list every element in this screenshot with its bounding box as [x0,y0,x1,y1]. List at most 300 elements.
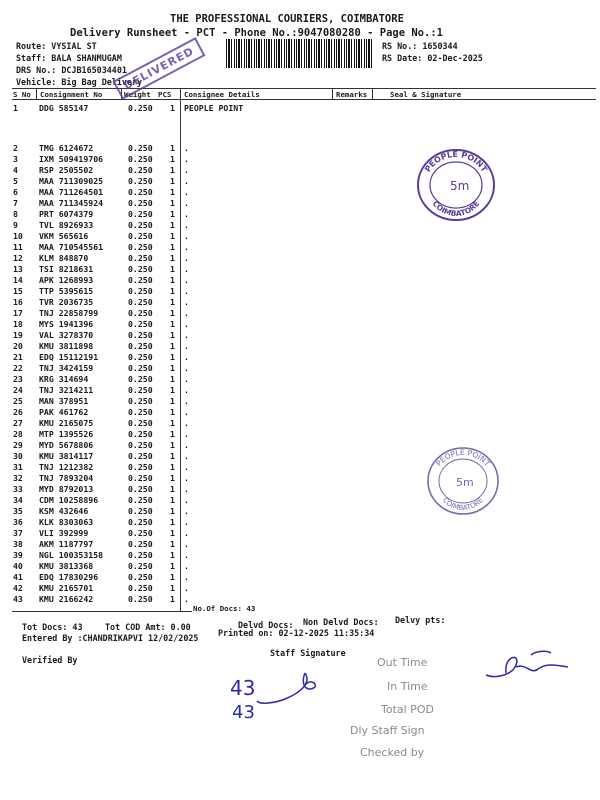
row-pcs: 1 [170,165,175,175]
row-weight: 0.250 [128,319,153,329]
table-row [0,451,600,462]
non-delivered-docs: Non Delvd Docs: [303,617,379,627]
table-row [0,253,600,264]
row-consignment-no: EDQ 15112191 [39,352,99,362]
row-consignment-no: AKM 1187797 [39,539,94,549]
row-consignment-no: KSM 432646 [39,506,89,516]
row-weight: 0.250 [128,528,153,538]
row-weight: 0.250 [128,473,153,483]
col-header-consignee: Consignee Details [184,90,260,99]
table-row [0,495,600,506]
out-time-label: Out Time [377,656,428,669]
table-row [0,308,600,319]
row-consignment-no: TNJ 7893204 [39,473,94,483]
delivered-stamp: DELIVERED [113,37,206,100]
table-row [0,363,600,374]
row-weight: 0.250 [128,495,153,505]
row-sno: 23 [13,374,23,384]
printed-on: Printed on: 02-12-2025 11:35:34 [218,628,375,638]
row-sno: 24 [13,385,23,395]
total-pod-label: Total POD [381,703,434,716]
people-point-seal-top [414,146,498,224]
row-sno: 22 [13,363,23,373]
row-weight: 0.250 [128,264,153,274]
col-header-seal: Seal & Signature [390,90,462,99]
row-consignment-no: MYD 8792013 [39,484,94,494]
row-weight: 0.250 [128,253,153,263]
row-sno: 20 [13,341,23,351]
table-row [0,187,600,198]
row-consignment-no: KLM 848870 [39,253,89,263]
table-row [0,385,600,396]
row-consignment-no: IXM 509419706 [39,154,104,164]
table-bottom-border [12,611,192,612]
row-pcs: 1 [170,506,175,516]
table-row [0,462,600,473]
row-sno: 7 [13,198,18,208]
row-sno: 34 [13,495,23,505]
row-pcs: 1 [170,363,175,373]
table-row [0,231,600,242]
staff-label: Staff: BALA SHANMUGAM [16,53,122,63]
row-pcs: 1 [170,517,175,527]
row-weight: 0.250 [128,484,153,494]
rs-number: RS No.: 1650344 [382,41,458,51]
row-consignee: . [184,330,189,340]
row-weight: 0.250 [128,594,153,604]
row-sno: 28 [13,429,23,439]
row-weight: 0.250 [128,187,153,197]
table-row [0,418,600,429]
row-pcs: 1 [170,385,175,395]
table-row [0,319,600,330]
verified-by: Verified By [22,655,78,665]
row-pcs: 1 [170,198,175,208]
row-sno: 36 [13,517,23,527]
in-time-label: In Time [387,680,428,693]
row-weight: 0.250 [128,231,153,241]
row-pcs: 1 [170,209,175,219]
row-consignment-no: PAK 461762 [39,407,89,417]
row-weight: 0.250 [128,286,153,296]
row-pcs: 1 [170,103,175,113]
col-header-sno: S No [13,90,31,99]
table-row [0,143,600,154]
row-weight: 0.250 [128,341,153,351]
row-consignee: . [184,220,189,230]
row-pcs: 1 [170,308,175,318]
drs-number: DRS No.: DCJB165034401 [16,65,127,75]
table-row [0,473,600,484]
row-weight: 0.250 [128,418,153,428]
row-consignment-no: APK 1268993 [39,275,94,285]
row-weight: 0.250 [128,154,153,164]
no-of-docs: No.Of Docs: 43 [193,604,256,613]
row-consignee: . [184,176,189,186]
row-consignment-no: TVL 8926933 [39,220,94,230]
row-consignee: . [184,143,189,153]
row-consignment-no: MYS 1941396 [39,319,94,329]
row-weight: 0.250 [128,176,153,186]
row-sno: 41 [13,572,23,582]
row-weight: 0.250 [128,103,153,113]
row-weight: 0.250 [128,330,153,340]
row-consignee: . [184,286,189,296]
table-row [0,528,600,539]
row-consignee: . [184,418,189,428]
row-consignee: . [184,308,189,318]
row-consignee: . [184,440,189,450]
row-weight: 0.250 [128,451,153,461]
row-consignment-no: MYD 5678806 [39,440,94,450]
row-sno: 4 [13,165,18,175]
row-pcs: 1 [170,264,175,274]
row-weight: 0.250 [128,517,153,527]
table-row [0,572,600,583]
row-consignee: . [184,396,189,406]
row-pcs: 1 [170,352,175,362]
row-sno: 42 [13,583,23,593]
row-weight: 0.250 [128,572,153,582]
row-consignment-no: NGL 100353158 [39,550,104,560]
row-sno: 26 [13,407,23,417]
row-pcs: 1 [170,418,175,428]
row-pcs: 1 [170,561,175,571]
row-consignment-no: MAA 710545561 [39,242,104,252]
table-row [0,154,600,165]
barcode [226,39,374,68]
table-row [0,407,600,418]
row-sno: 16 [13,297,23,307]
row-consignee: . [184,242,189,252]
col-divider [372,88,373,99]
row-pcs: 1 [170,473,175,483]
row-weight: 0.250 [128,539,153,549]
row-weight: 0.250 [128,429,153,439]
row-consignment-no: PRT 6074379 [39,209,94,219]
row-sno: 8 [13,209,18,219]
row-sno: 14 [13,275,23,285]
row-consignee: . [184,407,189,417]
row-consignment-no: KLK 8303063 [39,517,94,527]
row-consignee: . [184,363,189,373]
row-sno: 18 [13,319,23,329]
table-top-border [12,88,596,89]
table-row [0,484,600,495]
route-label: Route: VYSIAL ST [16,41,97,51]
row-consignee: . [184,495,189,505]
row-consignee: . [184,528,189,538]
row-pcs: 1 [170,330,175,340]
row-consignment-no: TVR 2036735 [39,297,94,307]
col-header-weight: Weight [124,90,151,99]
svg-text:COIMBATORE: COIMBATORE [440,496,486,513]
row-consignment-no: MAA 711309025 [39,176,104,186]
row-pcs: 1 [170,495,175,505]
row-sno: 1 [13,103,18,113]
table-row [0,352,600,363]
row-pcs: 1 [170,462,175,472]
table-row [0,440,600,451]
row-weight: 0.250 [128,308,153,318]
row-consignee: . [184,187,189,197]
row-consignment-no: TSI 8218631 [39,264,94,274]
row-pcs: 1 [170,220,175,230]
row-pcs: 1 [170,242,175,252]
row-pcs: 1 [170,407,175,417]
row-pcs: 1 [170,253,175,263]
col-divider [332,88,333,99]
row-consignment-no: TNJ 3424159 [39,363,94,373]
row-pcs: 1 [170,594,175,604]
row-consignee: . [184,506,189,516]
svg-text:PEOPLE POINT: PEOPLE POINT [434,447,492,468]
checked-by-label: Checked by [360,746,425,759]
table-row [0,297,600,308]
row-consignee: . [184,550,189,560]
row-pcs: 1 [170,396,175,406]
col-header-remarks: Remarks [336,90,368,99]
row-sno: 3 [13,154,18,164]
row-weight: 0.250 [128,583,153,593]
row-weight: 0.250 [128,220,153,230]
vehicle-label: Vehicle: Big Bag Delivery [16,77,143,87]
row-consignee: . [184,319,189,329]
table-row [0,429,600,440]
row-weight: 0.250 [128,440,153,450]
table-row [0,506,600,517]
row-sno: 38 [13,539,23,549]
row-consignment-no: CDM 10258896 [39,495,99,505]
entered-by: Entered By :CHANDRIKAPVI 12/02/2025 [22,633,199,643]
row-sno: 40 [13,561,23,571]
row-consignee: . [184,374,189,384]
table-row [0,242,600,253]
row-weight: 0.250 [128,396,153,406]
row-weight: 0.250 [128,198,153,208]
row-sno: 25 [13,396,23,406]
row-sno: 27 [13,418,23,428]
row-consignee: . [184,484,189,494]
row-sno: 13 [13,264,23,274]
row-sno: 12 [13,253,23,263]
row-sno: 17 [13,308,23,318]
row-sno: 15 [13,286,23,296]
table-row [0,396,600,407]
handwritten-signature-staff [255,665,325,710]
col-header-pcs: PCS [158,90,172,99]
row-sno: 33 [13,484,23,494]
row-consignee: . [184,451,189,461]
row-consignment-no: KMU 3811898 [39,341,94,351]
row-consignment-no: EDQ 17830296 [39,572,99,582]
row-sno: 2 [13,143,18,153]
row-pcs: 1 [170,583,175,593]
row-weight: 0.250 [128,506,153,516]
row-weight: 0.250 [128,352,153,362]
row-sno: 10 [13,231,23,241]
table-row [0,341,600,352]
row-pcs: 1 [170,275,175,285]
people-point-seal-mid [424,444,502,518]
delivery-points: Delvy pts: [395,615,446,625]
row-pcs: 1 [170,231,175,241]
row-consignment-no: VKM 565616 [39,231,89,241]
row-sno: 19 [13,330,23,340]
row-pcs: 1 [170,374,175,384]
row-pcs: 1 [170,440,175,450]
row-sno: 9 [13,220,18,230]
row-pcs: 1 [170,451,175,461]
dly-staff-sign-label: Dly Staff Sign [350,724,425,737]
row-weight: 0.250 [128,209,153,219]
row-pcs: 1 [170,286,175,296]
row-weight: 0.250 [128,275,153,285]
row-consignment-no: MAN 378951 [39,396,89,406]
svg-text:5m: 5m [456,476,474,489]
row-sno: 6 [13,187,18,197]
row-sno: 29 [13,440,23,450]
table-row [0,561,600,572]
row-pcs: 1 [170,572,175,582]
table-row [0,550,600,561]
table-row [0,176,600,187]
total-docs: Tot Docs: 43 [22,622,83,632]
row-consignment-no: RSP 2505502 [39,165,94,175]
row-weight: 0.250 [128,242,153,252]
row-consignment-no: KMU 2165075 [39,418,94,428]
staff-signature-label: Staff Signature [270,648,346,658]
row-consignment-no: MTP 1395526 [39,429,94,439]
row-consignee: . [184,462,189,472]
row-consignment-no: DDG 585147 [39,103,89,113]
row-pcs: 1 [170,429,175,439]
row-sno: 21 [13,352,23,362]
col-divider [36,88,37,99]
row-consignee: . [184,572,189,582]
row-sno: 39 [13,550,23,560]
row-consignee: . [184,275,189,285]
row-consignment-no: KMU 2165701 [39,583,94,593]
row-consignment-no: KMU 3813368 [39,561,94,571]
table-row [0,594,600,605]
table-row [0,374,600,385]
row-consignment-no: TTP 5395615 [39,286,94,296]
svg-text:COIMBATORE: COIMBATORE [430,199,482,219]
svg-text:PEOPLE POINT: PEOPLE POINT [423,149,489,174]
row-pcs: 1 [170,319,175,329]
row-sno: 43 [13,594,23,604]
table-row [0,330,600,341]
table-row [0,286,600,297]
row-pcs: 1 [170,528,175,538]
row-consignment-no: TNJ 3214211 [39,385,94,395]
company-name: THE PROFESSIONAL COURIERS, COIMBATORE [170,13,404,25]
runsheet-title: Delivery Runsheet - PCT - Phone No.:9047080280 - Page No.:1 [70,27,443,39]
row-consignee: . [184,583,189,593]
row-weight: 0.250 [128,561,153,571]
handwritten-count-1: 43 [230,676,256,700]
row-pcs: 1 [170,143,175,153]
row-consignee: . [184,297,189,307]
row-consignment-no: KRG 314694 [39,374,89,384]
row-consignment-no: TNJ 1212382 [39,462,94,472]
table-row [0,275,600,286]
row-consignee: . [184,385,189,395]
table-row [0,583,600,594]
delivered-docs: Delvd Docs: [238,620,294,630]
row-consignee: . [184,594,189,604]
row-consignment-no: VAL 3278370 [39,330,94,340]
row-sno: 32 [13,473,23,483]
table-row [0,198,600,209]
row-pcs: 1 [170,154,175,164]
row-consignment-no: KMU 2166242 [39,594,94,604]
table-row [0,264,600,275]
row-consignee: . [184,165,189,175]
row-consignee: . [184,429,189,439]
svg-text:5m: 5m [450,179,470,193]
row-consignee: . [184,198,189,208]
row-pcs: 1 [170,187,175,197]
row-pcs: 1 [170,539,175,549]
row-weight: 0.250 [128,407,153,417]
row-weight: 0.250 [128,462,153,472]
table-row [0,220,600,231]
col-header-consignment: Consignment No [40,90,103,99]
row-consignment-no: TNJ 22858799 [39,308,99,318]
row-consignee: . [184,231,189,241]
row-sno: 30 [13,451,23,461]
row-pcs: 1 [170,484,175,494]
row-sno: 11 [13,242,23,252]
row-consignee: . [184,154,189,164]
row-weight: 0.250 [128,550,153,560]
row-sno: 31 [13,462,23,472]
row-sno: 5 [13,176,18,186]
row-weight: 0.250 [128,374,153,384]
row-consignee: . [184,253,189,263]
table-row [0,517,600,528]
row-consignee: . [184,473,189,483]
row-pcs: 1 [170,550,175,560]
table-row [0,165,600,176]
row-weight: 0.250 [128,143,153,153]
row-sno: 35 [13,506,23,516]
row-consignee: . [184,264,189,274]
row-weight: 0.250 [128,385,153,395]
row-consignment-no: MAA 711264501 [39,187,104,197]
table-row [0,539,600,550]
row-consignment-no: MAA 711345924 [39,198,104,208]
table-row [0,103,600,114]
handwritten-count-2: 43 [232,702,255,723]
row-consignee: . [184,341,189,351]
row-pcs: 1 [170,297,175,307]
row-consignee: . [184,352,189,362]
handwritten-signature-right [476,645,576,685]
total-cod-amount: Tot COD Amt: 0.00 [105,622,191,632]
row-weight: 0.250 [128,297,153,307]
row-consignee: PEOPLE POINT [184,103,244,113]
row-consignee: . [184,539,189,549]
row-consignee: . [184,209,189,219]
row-consignee: . [184,561,189,571]
row-weight: 0.250 [128,363,153,373]
row-weight: 0.250 [128,165,153,175]
row-consignment-no: VLI 392999 [39,528,89,538]
row-consignee: . [184,517,189,527]
